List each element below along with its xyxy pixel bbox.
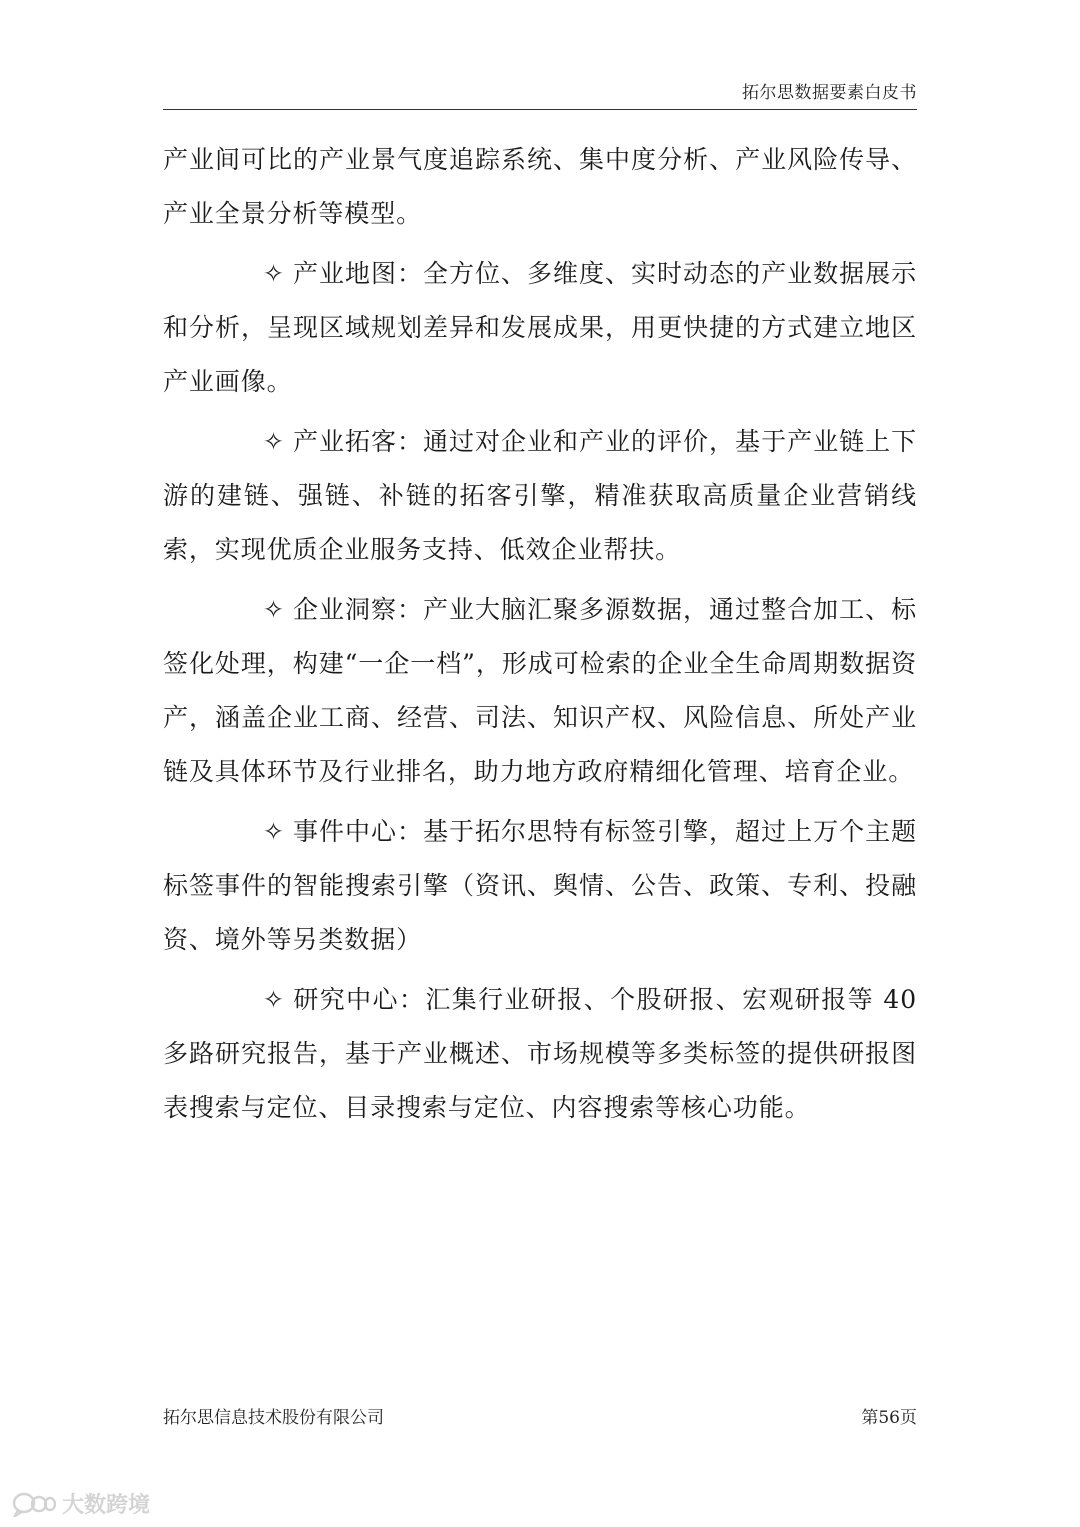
diamond-star-bullet-icon: ✧ xyxy=(263,595,285,624)
paragraph-text: 产业地图：全方位、多维度、实时动态的产业数据展示和分析，呈现区域规划差异和发展成果，用更快捷的方式建立地区产业画像。 xyxy=(163,259,917,396)
diamond-star-bullet-icon: ✧ xyxy=(263,985,285,1014)
footer-page-number: 第56页 xyxy=(861,1408,917,1428)
footer-company-name: 拓尔思信息技术股份有限公司 xyxy=(163,1408,384,1428)
bullet-item-industry-map xyxy=(163,247,917,409)
paragraph-text: 产业间可比的产业景气度追踪系统、集中度分析、产业风险传导、产业全景分析等模型。 xyxy=(163,145,917,228)
diamond-star-bullet-icon: ✧ xyxy=(263,817,285,846)
paragraph-text: 企业洞察：产业大脑汇聚多源数据，通过整合加工、标签化处理，构建“一企一档”，形成可检索的企业全生命周期数据资产，涵盖企业工商、经营、司法、知识产权、风险信息、所处产业链及具体环节及行业排名，助力地方政府精细化管理、培育企业。 xyxy=(163,595,917,786)
watermark xyxy=(12,1488,150,1519)
paragraph-text: 事件中心：基于拓尔思特有标签引擎，超过上万个主题标签事件的智能搜索引擎（资讯、舆情、公告、政策、专利、投融资、境外等另类数据） xyxy=(163,817,917,954)
chat-bubble-logo-icon xyxy=(12,1491,56,1517)
bullet-item-enterprise-insight xyxy=(163,583,917,799)
paragraph-text: 产业拓客：通过对企业和产业的评价，基于产业链上下游的建链、强链、补链的拓客引擎，精准获取高质量企业营销线索，实现优质企业服务支持、低效企业帮扶。 xyxy=(163,427,917,564)
diamond-star-bullet-icon: ✧ xyxy=(263,427,285,456)
running-header-title: 拓尔思数据要素白皮书 xyxy=(742,83,917,103)
paragraph-continuation xyxy=(163,133,917,241)
diamond-star-bullet-icon: ✧ xyxy=(263,259,285,288)
paragraph-text: 研究中心：汇集行业研报、个股研报、宏观研报等 40 多路研究报告，基于产业概述、市场规模等多类标签的提供研报图表搜索与定位、目录搜索与定位、内容搜索等核心功能。 xyxy=(163,985,917,1122)
bullet-item-industry-customer-expansion xyxy=(163,415,917,577)
bullet-item-event-center xyxy=(163,805,917,967)
watermark-text: 大数跨境 xyxy=(62,1493,151,1518)
bullet-item-research-center xyxy=(163,973,917,1135)
header-divider xyxy=(163,109,917,110)
body-text xyxy=(163,133,917,1135)
